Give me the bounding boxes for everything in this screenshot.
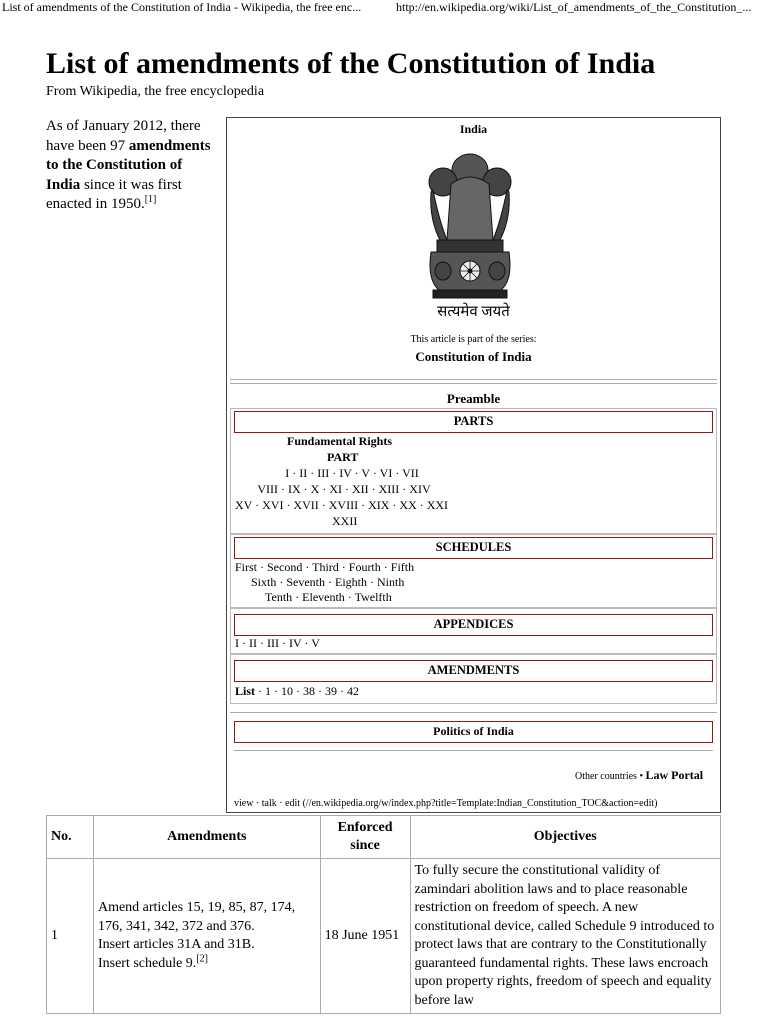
cell-enforced: 18 June 1951	[320, 859, 410, 1014]
amendments-list-link[interactable]: List	[235, 684, 256, 698]
series-note: This article is part of the series:	[410, 334, 537, 345]
emblem-motto: सत्यमेव जयते	[437, 304, 510, 320]
constitution-infobox	[226, 117, 721, 813]
amendments-line	[235, 684, 359, 700]
parts-line-1[interactable]: I · II · III · IV · V · VI · VII	[285, 466, 419, 480]
infobox-divider	[230, 712, 717, 713]
amendment-text: Amend articles 15, 19, 85, 87, 174, 176, 341, 342, 372 and 376.	[97, 900, 296, 934]
amendment-text: Insert articles 31A and 31B.	[97, 937, 255, 952]
other-countries-link[interactable]: Other countries	[575, 771, 637, 782]
amendments-numbers[interactable]: · 1 · 10 · 38 · 39 · 42	[255, 684, 359, 698]
cell-no: 1	[47, 859, 94, 1014]
cell-amendments	[93, 859, 320, 1014]
infobox-country: India	[459, 122, 488, 136]
infobox-divider	[230, 379, 717, 384]
page-header-title: List of amendments of the Constitution of India - Wikipedia, the free enc...	[2, 0, 362, 14]
article-title: List of amendments of the Constitution of India	[46, 47, 656, 80]
part-label: PART	[327, 450, 359, 464]
schedules-line-3[interactable]: Tenth · Eleventh · Twelfth	[265, 590, 392, 604]
col-header-objectives: Objectives	[410, 816, 720, 859]
national-emblem-icon	[421, 140, 519, 300]
intro-bold-link[interactable]: amendments to the Constitution of India	[46, 137, 211, 193]
col-header-amendments: Amendments	[93, 816, 320, 859]
intro-text-end: since it was first enacted in 1950.	[46, 176, 182, 212]
parts-line-2[interactable]: VIII · IX · X · XI · XII · XIII · XIV	[257, 482, 431, 496]
appendices-header[interactable]: APPENDICES	[234, 614, 713, 636]
parts-line-3[interactable]: XV · XVI · XVII · XVIII · XIX · XX · XXI	[235, 498, 449, 512]
citation-ref[interactable]: [1]	[144, 194, 157, 205]
parts-line-4[interactable]: XXII	[332, 514, 358, 528]
table-row	[47, 859, 721, 1014]
intro-text: As of January 2012, there have been 97	[46, 118, 201, 154]
series-title[interactable]: Constitution of India	[415, 349, 532, 364]
fundamental-rights-link[interactable]: Fundamental Rights	[287, 434, 393, 448]
amendments-table	[46, 815, 721, 1014]
cell-objectives: To fully secure the constitutional validity of zamindari abolition laws and to place reasonable restriction on freedom of speech. A new constitutional device, called Schedule 9 introduced to protect laws that are contrary to the Constitutionally guaranteed fundamental rights. These laws encroach upon property rights, freedom of speech and equality before law	[410, 859, 720, 1014]
parts-header[interactable]: PARTS	[234, 411, 713, 433]
template-footer-links[interactable]: view · talk · edit (//en.wikipedia.org/w/index.php?title=Template:Indian_Constitution_TOC&action=edit)	[234, 798, 658, 809]
page-header-url[interactable]: http://en.wikipedia.org/wiki/List_of_amendments_of_the_Constitution_...	[396, 0, 752, 14]
law-portal-link[interactable]: Law Portal	[645, 768, 704, 782]
infobox-divider	[234, 750, 713, 751]
amendment-text: Insert schedule 9.	[97, 955, 197, 971]
politics-header[interactable]: Politics of India	[234, 721, 713, 743]
col-header-no: No.	[47, 816, 94, 859]
schedules-line-1[interactable]: First · Second · Third · Fourth · Fifth	[235, 560, 415, 574]
preamble-link[interactable]: Preamble	[446, 391, 501, 406]
intro-paragraph	[46, 117, 216, 215]
appendices-line[interactable]: I · II · III · IV · V	[235, 636, 320, 650]
col-header-enforced: Enforced since	[320, 816, 410, 859]
table-header-row	[47, 816, 721, 859]
schedules-line-2[interactable]: Sixth · Seventh · Eighth · Ninth	[251, 575, 405, 589]
citation-ref[interactable]: [2]	[196, 952, 208, 964]
other-countries-row: Other countries • Law Portal	[575, 768, 704, 782]
amendments-header[interactable]: AMENDMENTS	[234, 660, 713, 682]
schedules-header[interactable]: SCHEDULES	[234, 537, 713, 559]
article-subtitle: From Wikipedia, the free encyclopedia	[46, 84, 265, 99]
